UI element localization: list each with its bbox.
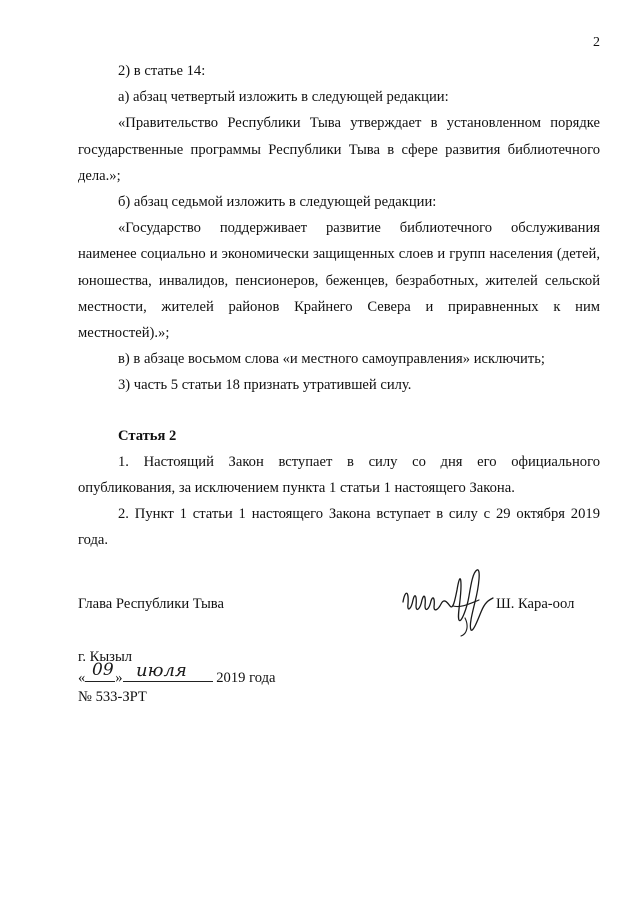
page-number: 2: [593, 35, 600, 50]
date-close-quote: »: [115, 670, 123, 686]
document-body: [78, 58, 600, 554]
article-2-heading: Статья 2: [118, 427, 177, 444]
paragraph-a: а) абзац четвертый изложить в следующей редакции:: [118, 89, 449, 106]
place: г. Кызыл: [78, 649, 133, 665]
paragraph-b-quote: «Государство поддерживает развитие библиотечного обслуживания наименее социально и экономически защищенных слоев и групп населения (детей, юношества, инвалидов, пенсионеров, беженцев, безработных, жителей сельской местности, жителей районов Крайнего Севера и приравненных к ним местностей).»;: [78, 220, 600, 342]
document-number: № 533-ЗРТ: [78, 689, 147, 705]
date-open-quote: «: [78, 670, 86, 686]
article-2-item-1: 1. Настоящий Закон вступает в силу со дня его официального опубликования, за исключением пункта 1 статьи 1 настоящего Закона.: [78, 453, 600, 497]
paragraph-a-quote: «Правительство Республики Тыва утверждает в установленном порядке государственные программы Республики Тыва в сфере развития библиотечного дела.»;: [78, 115, 600, 184]
signatory-name: Ш. Кара-оол: [496, 596, 575, 612]
handwritten-month: июля: [136, 660, 187, 681]
document-meta: [78, 648, 276, 707]
signatory-position: Глава Республики Тыва: [78, 596, 224, 612]
paragraph-b: б) абзац седьмой изложить в следующей редакции:: [118, 194, 437, 211]
paragraph-article14: 2) в статье 14:: [118, 63, 206, 79]
date-year: 2019 года: [216, 670, 276, 686]
article-2-item-2: 2. Пункт 1 статьи 1 настоящего Закона вступает в силу с 29 октября 2019 года.: [78, 506, 600, 549]
handwritten-signature: [395, 560, 500, 642]
handwritten-day: 09: [92, 660, 114, 680]
paragraph-part5: 3) часть 5 статьи 18 признать утратившей силу.: [118, 377, 412, 394]
paragraph-v: в) в абзаце восьмом слова «и местного самоуправления» исключить;: [118, 351, 545, 368]
date-line: [78, 660, 276, 688]
